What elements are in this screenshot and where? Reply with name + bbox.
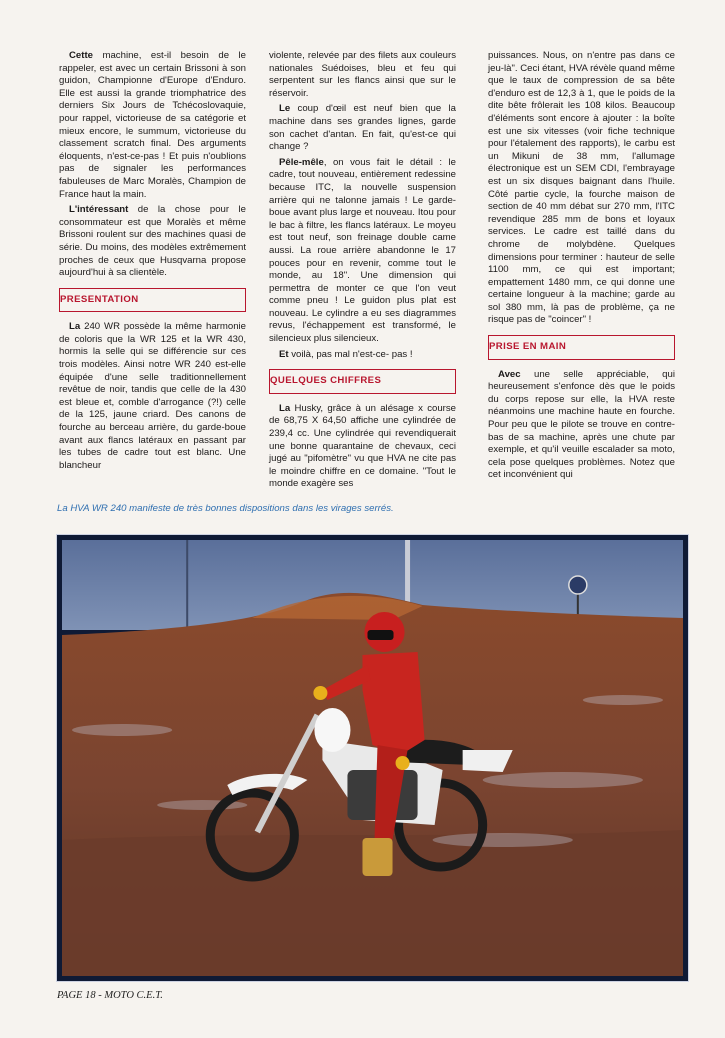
glove: [313, 686, 327, 700]
paragraph-text: coup d'œil est neuf bien que la machine dans ses grandes lignes, garde son cachet d'antan. En fait, qu'est-ce qui change ?: [269, 103, 456, 153]
road-sign: [569, 576, 587, 594]
page-folio: PAGE 18 - MOTO C.E.T.: [57, 990, 163, 1001]
paragraph-text: voilà, pas mal n'est-ce- pas !: [288, 348, 413, 360]
paragraph-text: violente, relevée par des filets aux couleurs nationales Suédoises, bleu et feu qui serpentent sur les flancs ainsi que sur le réservoir.: [269, 50, 456, 99]
paragraph: [269, 103, 456, 153]
lead-word: Le: [279, 103, 291, 115]
section-heading-presentation: PRESENTATION: [59, 288, 246, 313]
paragraph: [488, 50, 675, 327]
lead-word: La: [279, 402, 291, 414]
goggles: [367, 630, 393, 640]
photo-frame: [56, 534, 689, 982]
paragraph: [269, 349, 456, 362]
lead-word: Avec: [498, 368, 521, 380]
lead-word: Et: [279, 348, 289, 360]
motorcycle-photo: [62, 540, 683, 976]
paragraph: [59, 321, 246, 472]
paragraph-text: Husky, grâce à un alésage x course de 68,75 X 64,50 affiche une cylindrée de 239,4 cc. Une cylindrée qui revendiquerait une bonne quarantaine de chevaux, ceci jugé au "pifomètre" vu que HVA ne cite pas le moindre chiffre en ce domaine. "Tout le monde exagère ses: [269, 402, 456, 490]
paragraph-text: une selle appréciable, qui heureusement s'enfonce dès que le poids du corps repose sur elle, la HVA reste néanmoins une machine haute en fourche. Pour peu que le pilote se trouve en contre-bas de sa machine, après une chute par exemple, et qu'il veuille escalader sa moto, cela pose quelques problèmes. Notez que cet inconvénient qui: [488, 368, 675, 481]
section-heading-quelques-chiffres: QUELQUES CHIFFRES: [269, 369, 456, 394]
paragraph-text: , on vous fait le détail : le cadre, tout nouveau, entièrement redessine because ITC, la nouvelle suspension arrière qui ne talonne jamais ! Le garde-boue avant plus large et nouveau. Itou pour le bac à filtre, les flancs latéraux. Le moyeu est tout neuf, son freinage double came aussi. La roue arrière abandonne le 17 pouces pour en revenir, comme tout le monde, au 18". Une dimension qui permettra de monter ce que l'on veut comme pneu ! Le guidon plus plat est nouveau. Le cylindre a eu ses diagrammes revus, l'échappement est transformé, le silencieux plus silencieux.: [269, 156, 456, 345]
paragraph: [269, 157, 456, 346]
paragraph: [488, 369, 675, 482]
paragraph-text: de la chose pour le consommateur est que Moralès et même Brissoni roulent sur des machines quasi de série. Du moins, des modèles extrêmement proches de ceux que Husqvarna propose aujourd'hui à sa clientèle.: [59, 204, 246, 279]
article-column-1: [59, 50, 246, 475]
boot: [362, 838, 392, 876]
article-column-3: [488, 50, 675, 485]
paragraph: [269, 50, 456, 100]
paragraph: [59, 204, 246, 280]
lead-word: La: [69, 321, 81, 333]
lead-word: Pêle-mêle: [279, 156, 324, 168]
paragraph: [59, 50, 246, 201]
section-heading-prise-en-main: PRISE EN MAIN: [488, 335, 675, 360]
glove: [396, 756, 410, 770]
lead-word: Cette: [69, 50, 93, 61]
photo-caption: La HVA WR 240 manifeste de très bonnes dispositions dans les virages serrés.: [57, 503, 394, 514]
paragraph: [269, 403, 456, 491]
paragraph-text: machine, est-il besoin de le rappeler, est avec un certain Brissoni à son guidon, Championne d'Europe d'Enduro. Elle est aussi la grande triomphatrice des derniers Six Jours de Tchécoslovaquie, pour rappel, victorieuse de sa catégorie et mieux encore, le summum, victorieuse du classement scratch final. Des arguments éloquents, n'est-ce-pas ! Et puis n'oublions pas de signaler les performances fabuleuses de Marc Moralès, Champion de France haut la main.: [59, 50, 246, 200]
rider-body: [362, 652, 424, 755]
paragraph-text: puissances. Nous, on n'entre pas dans ce jeu-là". Ceci étant, HVA révèle quand même que le taux de compression de sa bête d'enduro est de 12,3 à 1, que le poids de la dite bête frôlerait les 108 kilos. Beaucoup d'éléments sont encore à ajouter : la boîte est une six vitesses (voir fiche technique pour l'étalement des rapports), le carbu est un Mikuni de 38 mm, l'allumage électronique est un SEM CDI, l'embrayage est un six disques baignant dans l'huile. Côté partie cycle, la fourche maison de section de 40 mm débat sur 270 mm, l'ITC revendique 285 mm de bons et loyaux services. Le cadre est taillé dans du chrome de molybdène. Quelques dimensions pour terminer : hauteur de selle 1100 mm, ce qui est important; empattement 1480 mm, ce qui donne une certaine longueur à la machine; garde au sol 380 mm, là pas de problème, ça ne risque pas de "coincer" !: [488, 50, 675, 326]
lead-word: L'intéressant: [69, 204, 129, 216]
article-column-2: [269, 50, 456, 494]
paragraph-text: 240 WR possède la même harmonie de coloris que la WR 125 et la WR 430, hormis la selle qui se différencie sur ces trois modèles. Ainsi notre WR 240 est-elle équipée d'une selle traditionnellement revêtue de noir, tandis que celle de la 430 est bleue et, comble d'arrogance (?!) celle de la 125, jaune criard. Des canons de fourche au berceau arrière, du garde-boue avant aux flancs latéraux en passant par les tubes de cadre tout est blanc. Une blancheur: [59, 321, 246, 471]
headlight: [314, 708, 350, 752]
